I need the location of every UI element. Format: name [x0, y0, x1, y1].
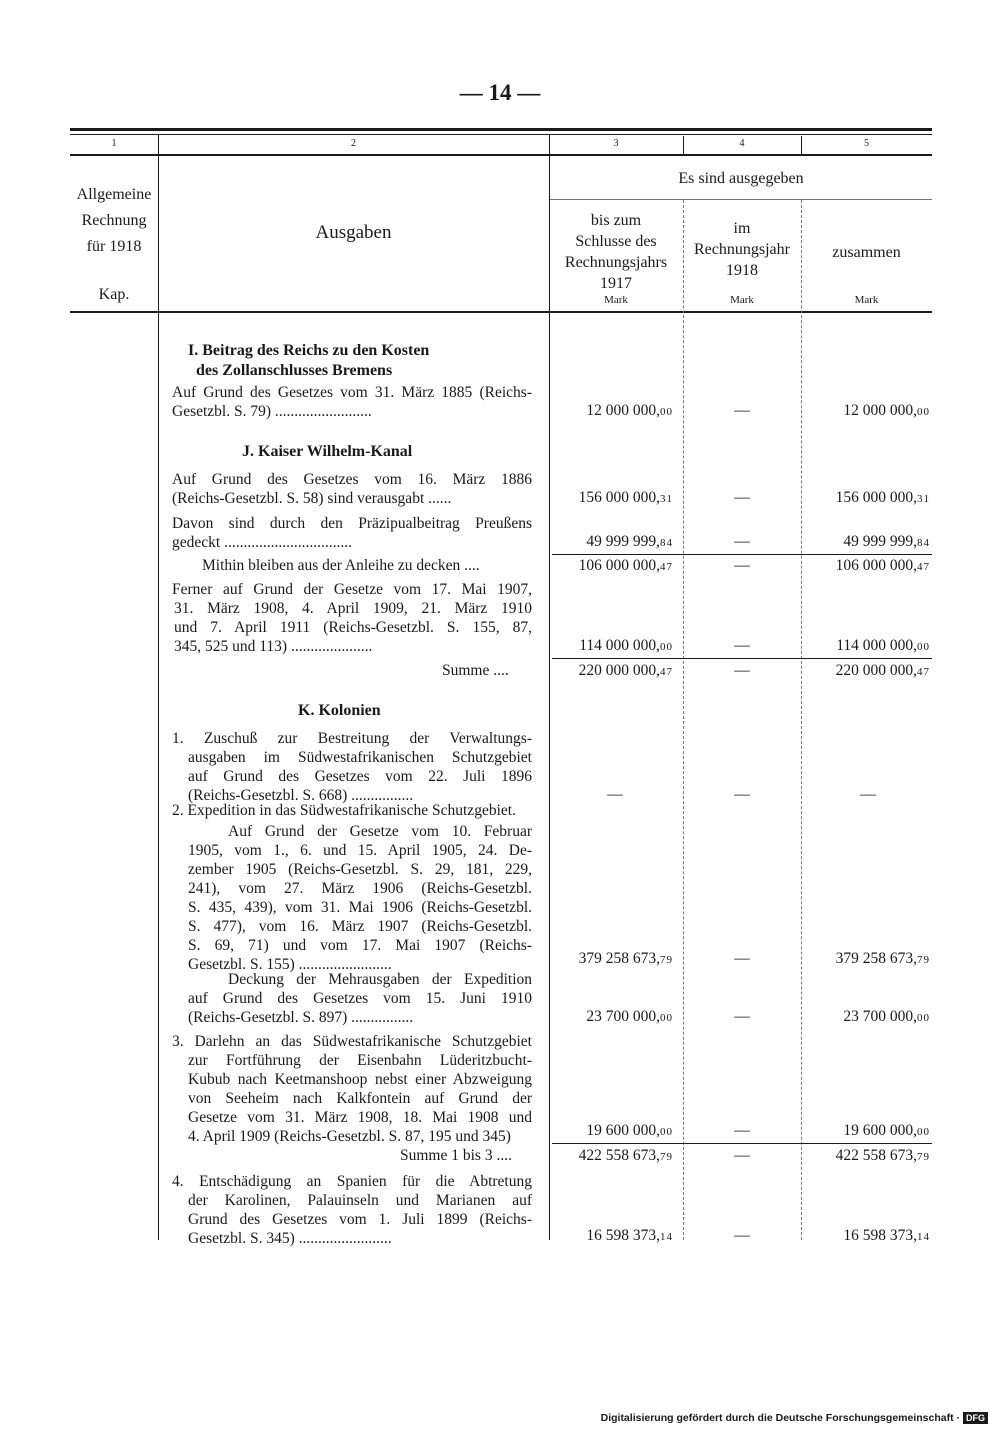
text-line: Davon sind durch den Präzipualbeitrag Preußens	[172, 515, 532, 532]
header-col3-line: 1917	[600, 275, 632, 292]
amount-k2b-col4: —	[734, 1008, 750, 1025]
page-number: — 14 —	[459, 80, 541, 105]
amount-j3-col4: —	[734, 557, 750, 574]
amount-decimal: 00	[917, 1126, 930, 1138]
amount-decimal: 14	[660, 1231, 673, 1243]
amount-decimal: 84	[660, 537, 673, 549]
unit-label-col5: Mark	[854, 294, 879, 306]
header-col5: zusammen	[832, 244, 901, 261]
text-line: Gesetzbl. S. 155) ........................	[188, 956, 392, 973]
section-k3-text	[172, 1032, 532, 1146]
amount-integer: 12 000 000,	[843, 402, 917, 419]
header-col3	[549, 210, 683, 294]
amount-j4-col5	[836, 637, 930, 655]
top-rule-thin	[70, 134, 932, 135]
amount-ksum-col4: —	[734, 1147, 750, 1164]
amount-k3-col5	[843, 1122, 930, 1140]
sum-rule-k	[552, 1143, 932, 1144]
amount-decimal: 79	[660, 954, 673, 966]
amount-decimal: 47	[917, 561, 930, 573]
section-j2-text	[172, 514, 532, 552]
header-col4-line: 1918	[726, 262, 758, 279]
dfg-footer	[601, 1412, 988, 1424]
amount-j1-col4: —	[734, 489, 750, 506]
amount-k3-col4: —	[734, 1122, 750, 1139]
amount-integer: 49 999 999,	[586, 533, 660, 550]
amount-j2-col4: —	[734, 533, 750, 550]
text-line: Gesetzbl. S. 345) ........................	[188, 1230, 392, 1247]
footer-text: Digitalisierung gefördert durch die Deutsche Forschungsgemeinschaft ·	[600, 1412, 960, 1424]
section-k1-text	[172, 729, 532, 805]
text-line: ausgaben im Südwestafrikanischen Schutzgebiet	[188, 749, 532, 766]
amount-integer: 12 000 000,	[586, 402, 660, 419]
amount-integer: 156 000 000,	[835, 489, 917, 506]
text-line: gedeckt .................................	[172, 534, 352, 551]
text-line: der Karolinen, Palauinseln und Marianen auf	[188, 1192, 532, 1209]
amount-k4-col3	[586, 1227, 673, 1245]
text-line: 4. April 1909 (Reichs-Gesetzbl. S. 87, 195 und 345)	[188, 1128, 511, 1145]
column-number-rule	[70, 154, 932, 156]
text-line: 3. Darlehn an das Südwestafrikanische Schutzgebiet	[172, 1033, 532, 1050]
amount-decimal: 00	[917, 406, 930, 418]
amount-k3-col3	[586, 1122, 673, 1140]
text-line: von Seeheim nach Kalkfontein auf Grund der	[188, 1090, 532, 1107]
amount-decimal: 84	[917, 537, 930, 549]
text-line: 1. Zuschuß zur Bestreitung der Verwaltungs-	[172, 730, 532, 747]
header-bottom-rule	[70, 311, 932, 313]
amount-j1-col3	[579, 489, 673, 507]
section-k2-title: 2. Expedition in das Südwestafrikanische Schutzgebiet.	[172, 802, 516, 819]
amount-j2-col5	[843, 533, 930, 551]
amount-jsum-col3	[579, 662, 673, 680]
amount-integer: 23 700 000,	[843, 1008, 917, 1025]
amount-j2-col3	[586, 533, 673, 551]
text-line: (Reichs-Gesetzbl. S. 668) ................	[188, 787, 414, 804]
text-line: auf Grund des Gesetzes vom 15. Juni 1910	[188, 990, 532, 1007]
section-k-heading: K. Kolonien	[298, 702, 381, 719]
amount-integer: 106 000 000,	[835, 557, 917, 574]
top-rule-thick	[70, 128, 932, 131]
section-i-heading-line: des Zollanschlusses Bremens	[196, 362, 393, 379]
unit-label-col3: Mark	[604, 294, 628, 306]
text-line: (Reichs-Gesetzbl. S. 58) sind verausgabt ......	[172, 490, 452, 507]
amount-integer: 422 558 673,	[835, 1147, 917, 1164]
amount-k2-col4: —	[734, 950, 750, 967]
amount-decimal: 00	[660, 406, 673, 418]
text-line: Gesetzbl. S. 79) .........................	[172, 403, 372, 420]
amount-i-col5	[843, 402, 930, 420]
amount-integer: 19 600 000,	[586, 1122, 660, 1139]
text-line: zur Fortführung der Eisenbahn Lüderitzbucht-	[188, 1052, 532, 1069]
text-line: (Reichs-Gesetzbl. S. 897) ................	[188, 1009, 414, 1026]
text-line: S. 435, 439), vom 31. Mai 1906 (Reichs-Gesetzbl.	[188, 899, 532, 916]
text-line: und 7. April 1911 (Reichs-Gesetzbl. S. 155, 87,	[174, 619, 532, 636]
text-line: S. 69, 71) und vom 17. Mai 1907 (Reichs-	[188, 937, 532, 954]
text-line: Auf Grund des Gesetzes vom 16. März 1886	[172, 471, 532, 488]
subtotal-rule-j	[552, 554, 932, 555]
text-line: Gesetze vom 31. März 1908, 18. Mai 1908 und	[188, 1109, 532, 1126]
sum-rule-j	[552, 658, 932, 659]
header-col1	[70, 182, 158, 260]
amount-integer: 379 258 673,	[835, 950, 917, 967]
amount-decimal: 79	[917, 954, 930, 966]
column-number-1: 1	[111, 138, 117, 149]
header-col4	[683, 218, 801, 281]
amount-integer: 220 000 000,	[578, 662, 660, 679]
amount-i-col4: —	[734, 402, 750, 419]
amount-integer: 16 598 373,	[586, 1227, 660, 1244]
text-line: 241), vom 27. März 1906 (Reichs-Gesetzbl.	[188, 880, 532, 897]
section-j-sum-label: Summe ....	[442, 662, 509, 679]
amount-j4-col3	[579, 637, 673, 655]
section-j-heading: J. Kaiser Wilhelm-Kanal	[242, 443, 413, 460]
section-k2b-text	[188, 970, 532, 1027]
text-line: 4. Entschädigung an Spanien für die Abtretung	[172, 1173, 532, 1190]
header-col4-line: im	[733, 220, 751, 237]
amount-k1-col5: —	[860, 786, 876, 803]
amount-k4-col5	[843, 1227, 930, 1245]
amount-integer: 106 000 000,	[578, 557, 660, 574]
section-k2-text	[188, 822, 532, 974]
amount-jsum-col4: —	[734, 662, 750, 679]
section-j1-text	[172, 470, 532, 508]
text-line: Grund des Gesetzes vom 1. Juli 1899 (Reichs-	[188, 1211, 532, 1228]
amount-k1-col3: —	[607, 786, 623, 803]
amount-jsum-col5	[836, 662, 930, 680]
amount-integer: 422 558 673,	[578, 1147, 660, 1164]
column-number-3: 3	[613, 138, 619, 149]
column-number-2: 2	[351, 138, 356, 149]
amount-decimal: 00	[917, 1012, 930, 1024]
column-number-4: 4	[739, 138, 745, 149]
amount-decimal: 47	[917, 666, 930, 678]
column-divider-4	[801, 200, 802, 1240]
header-col4-line: Rechnungsjahr	[694, 241, 790, 258]
amount-decimal: 14	[917, 1231, 930, 1243]
section-i-heading	[188, 341, 429, 381]
header-col1-kap: Kap.	[98, 286, 130, 303]
amount-k4-col4: —	[734, 1227, 750, 1244]
amount-integer: 49 999 999,	[843, 533, 917, 550]
dfg-logo: DFG	[963, 1412, 988, 1424]
amount-j4-col4: —	[734, 637, 750, 654]
amount-decimal: 79	[917, 1151, 930, 1163]
column-divider-3	[683, 200, 684, 1240]
text-line: Ferner auf Grund der Gesetze vom 17. Mai 1907,	[172, 581, 532, 598]
header-col1-line: für 1918	[86, 238, 142, 255]
amount-integer: 114 000 000,	[836, 637, 917, 654]
text-line: 345, 525 und 113) .....................	[174, 638, 373, 655]
amount-k1-col4: —	[734, 786, 750, 803]
section-k4-text	[172, 1172, 532, 1248]
amount-integer: 19 600 000,	[843, 1122, 917, 1139]
header-ausgaben: Ausgaben	[315, 222, 392, 243]
section-j3-text: Mithin bleiben aus der Anleihe zu decken ....	[202, 557, 480, 574]
column-divider-1	[158, 134, 159, 1240]
header-span-title: Es sind ausgegeben	[678, 170, 804, 187]
section-k-sum-label: Summe 1 bis 3 ....	[400, 1147, 512, 1164]
amount-integer: 16 598 373,	[843, 1227, 917, 1244]
amount-decimal: 00	[917, 641, 930, 653]
amount-integer: 220 000 000,	[835, 662, 917, 679]
header-col3-line: Schlusse des	[575, 233, 657, 250]
header-col3-line: bis zum	[590, 212, 642, 229]
amount-integer: 114 000 000,	[579, 637, 660, 654]
amount-decimal: 00	[660, 1126, 673, 1138]
amount-j3-col5	[836, 557, 930, 575]
amount-k2-col5	[836, 950, 930, 968]
amount-k2b-col3	[586, 1008, 673, 1026]
text-line: Kubub nach Keetmanshoop nebst einer Abzweigung	[188, 1071, 532, 1088]
amount-integer: 379 258 673,	[578, 950, 660, 967]
column-number-5: 5	[864, 138, 869, 149]
amount-integer: 23 700 000,	[586, 1008, 660, 1025]
amount-k2-col3	[579, 950, 673, 968]
text-line: Auf Grund der Gesetze vom 10. Februar	[228, 823, 532, 840]
unit-label-col4: Mark	[730, 294, 754, 306]
amount-decimal: 47	[660, 561, 673, 573]
header-col1-line: Allgemeine	[76, 186, 152, 203]
text-line: S. 477), vom 16. März 1907 (Reichs-Gesetzbl.	[188, 918, 532, 935]
section-i-heading-line: I. Beitrag des Reichs zu den Kosten	[188, 342, 430, 359]
span-header-rule	[550, 199, 932, 200]
amount-j1-col5	[836, 489, 930, 507]
text-line: 31. März 1908, 4. April 1909, 21. März 1910	[174, 600, 532, 617]
text-line: Auf Grund des Gesetzes vom 31. März 1885 (Reichs-	[172, 384, 532, 401]
amount-decimal: 00	[660, 641, 673, 653]
amount-decimal: 31	[660, 493, 673, 505]
amount-decimal: 47	[660, 666, 673, 678]
text-line: 1905, vom 1., 6. und 15. April 1905, 24. De-	[188, 842, 532, 859]
section-j4-text	[172, 580, 532, 656]
header-col1-line: Rechnung	[81, 212, 147, 229]
amount-ksum-col5	[836, 1147, 930, 1165]
amount-decimal: 31	[917, 493, 930, 505]
amount-ksum-col3	[579, 1147, 673, 1165]
section-i-text	[172, 383, 532, 421]
amount-decimal: 79	[660, 1151, 673, 1163]
text-line: zember 1905 (Reichs-Gesetzbl. S. 29, 181, 229,	[188, 861, 532, 878]
header-col3-line: Rechnungsjahrs	[564, 254, 668, 271]
amount-decimal: 00	[660, 1012, 673, 1024]
amount-k2b-col5	[843, 1008, 930, 1026]
text-line: auf Grund des Gesetzes vom 22. Juli 1896	[188, 768, 532, 785]
amount-integer: 156 000 000,	[578, 489, 660, 506]
text-line: Deckung der Mehrausgaben der Expedition	[228, 971, 532, 988]
amount-j3-col3	[579, 557, 673, 575]
amount-i-col3	[586, 402, 673, 420]
